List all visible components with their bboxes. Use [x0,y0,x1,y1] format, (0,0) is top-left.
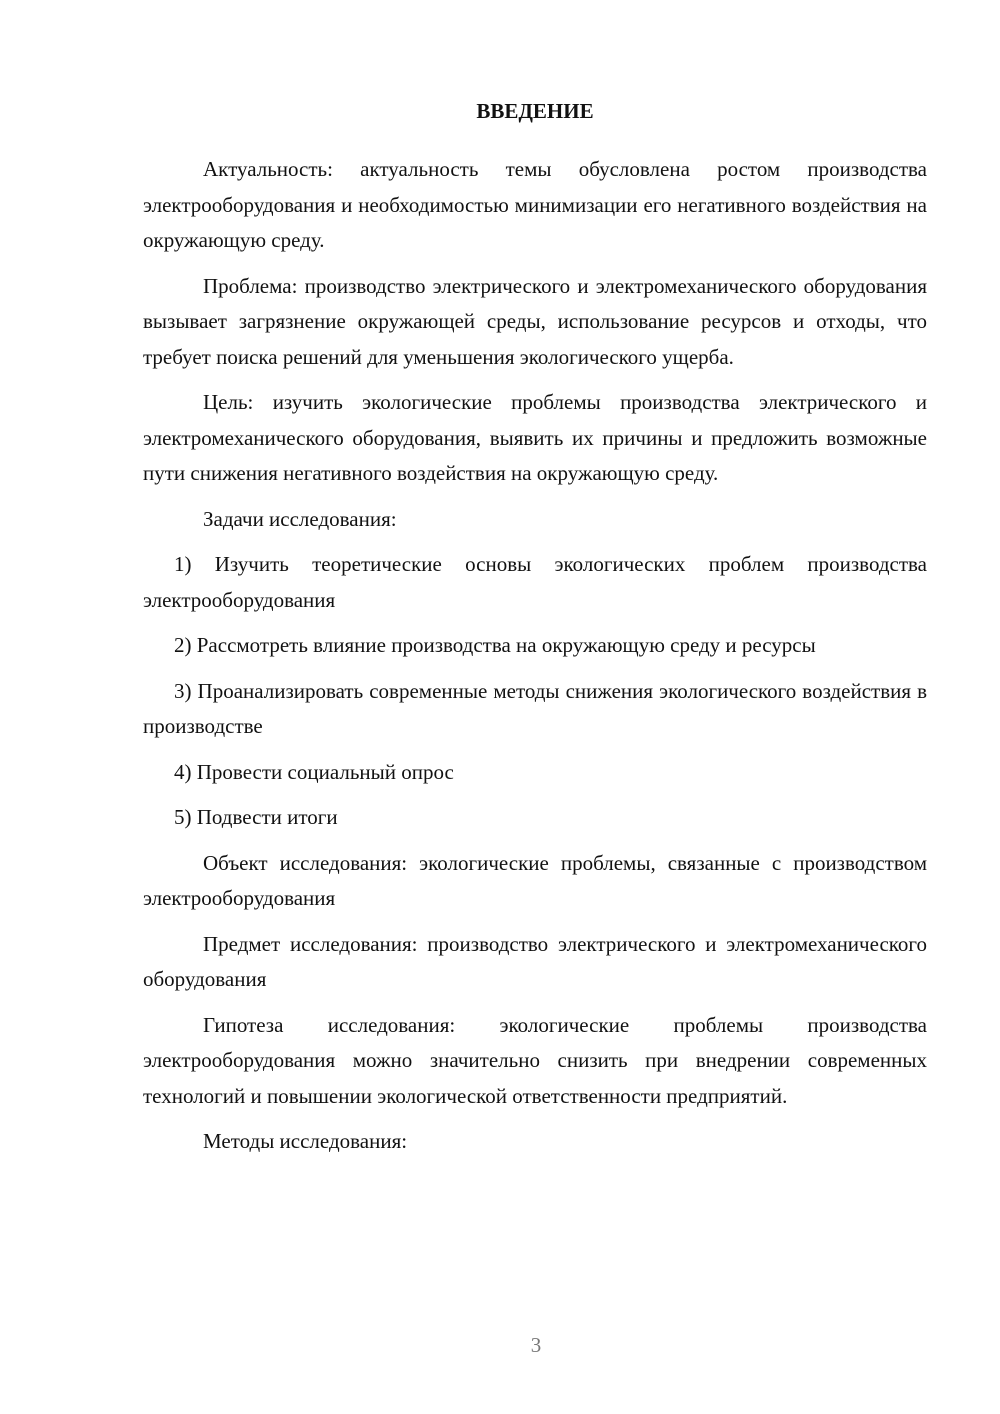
task-item-4: 4) Провести социальный опрос [174,759,454,784]
relevance-paragraph: Актуальность: актуальность темы обусловлена ростом производства электрооборудования и необходимостью минимизации его негативного воздействия на окружающую среду. [143,157,927,252]
task-item-2: 2) Рассмотреть влияние производства на окружающую среду и ресурсы [174,633,816,657]
subject-paragraph: Предмет исследования: производство электрического и электромеханического оборудования [143,931,927,991]
object-paragraph: Объект исследования: экологические проблемы, связанные с производством электрооборудования [143,850,927,910]
section-title: ВВЕДЕНИЕ [476,99,594,123]
problem-paragraph: Проблема: производство электрического и электромеханического оборудования вызывает загрязнение окружающей среды, использование ресурсов и отходы, что требует поиска решений для уменьшения экологического ущерба. [143,273,927,369]
task-item-5: 5) Подвести итоги [174,805,338,829]
task-item-1: 1) Изучить теоретические основы экологических проблем производства электрооборудования [143,552,927,612]
task-item-3: 3) Проанализировать современные методы снижения экологического воздействия в производстве [143,678,927,738]
page-content [143,94,927,1170]
methods-heading: Методы исследования: [203,1129,408,1153]
hypothesis-paragraph: Гипотеза исследования: экологические проблемы производства электрооборудования можно значительно снизить при внедрении современных технологий и повышении экологической ответственности предприятий. [143,1012,927,1108]
tasks-heading: Задачи исследования: [203,506,397,531]
page-number: 3 [530,1333,542,1357]
goal-paragraph: Цель: изучить экологические проблемы производства электрического и электромеханического оборудования, выявить их причины и предложить возможные пути снижения негативного воздействия на окружающую среду. [143,390,927,485]
